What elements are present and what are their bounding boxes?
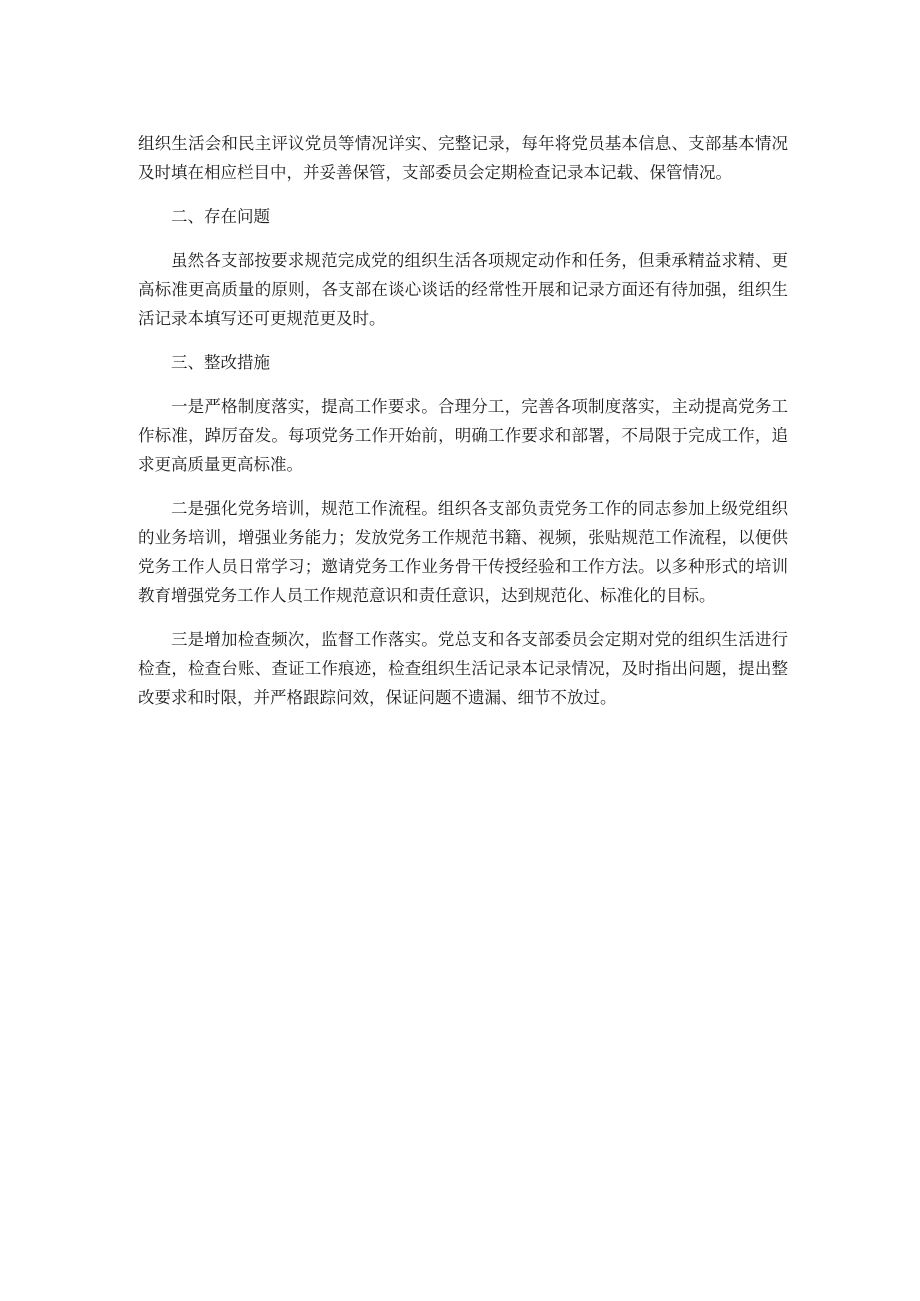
section-heading-measures: 三、整改措施 [171, 353, 270, 372]
paragraph-problems: 虽然各支部按要求规范完成党的组织生活各项规定动作和任务，但秉承精益求精、更高标准更高质量的原则，各支部在谈心谈话的经常性开展和记录方面还有待加强，组织生活记录本填写还可更规范更及时。 [138, 251, 788, 328]
paragraph-measure-one: 一是严格制度落实，提高工作要求。合理分工，完善各项制度落实，主动提高党务工作标准，踔厉奋发。每项党务工作开始前，明确工作要求和部署，不局限于完成工作，追求更高质量更高标准。 [138, 397, 788, 474]
document-body [138, 129, 788, 727]
paragraph-records-intro: 组织生活会和民主评议党员等情况详实、完整记录，每年将党员基本信息、支部基本情况及时填在相应栏目中，并妥善保管，支部委员会定期检查记录本记载、保管情况。 [138, 134, 788, 182]
paragraph-measure-three: 三是增加检查频次，监督工作落实。党总支和各支部委员会定期对党的组织生活进行检查，检查台账、查证工作痕迹，检查组织生活记录本记录情况，及时指出问题，提出整改要求和时限，并严格跟踪问效，保证问题不遗漏、细节不放过。 [138, 630, 788, 707]
paragraph-measure-two: 二是强化党务培训，规范工作流程。组织各支部负责党务工作的同志参加上级党组织的业务培训，增强业务能力；发放党务工作规范书籍、视频，张贴规范工作流程，以便供党务工作人员日常学习；邀请党务工作业务骨干传授经验和工作方法。以多种形式的培训教育增强党务工作人员工作规范意识和责任意识，达到规范化、标准化的目标。 [138, 499, 788, 605]
section-heading-problems: 二、存在问题 [171, 207, 270, 226]
